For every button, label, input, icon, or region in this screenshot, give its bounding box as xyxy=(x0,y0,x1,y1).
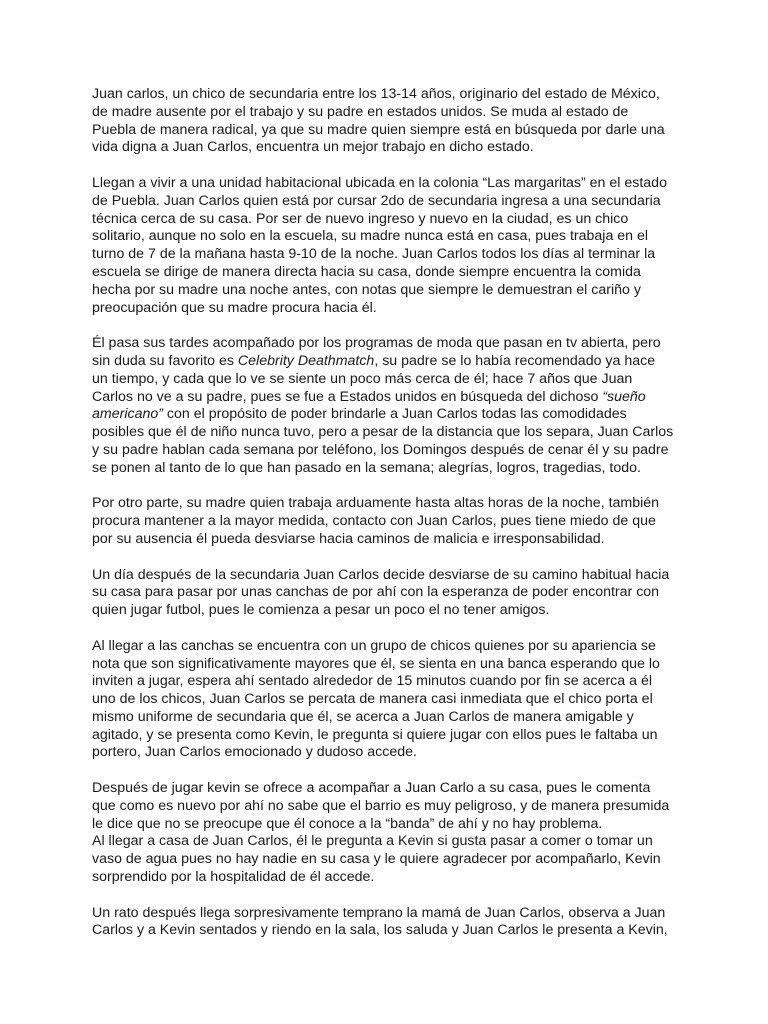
paragraph-3-text-b: , su padre se lo había recomendado ya hace un tiempo, y cada que lo ve se siente un poco más cerca de él; hace 7 años que Juan Carlos no ve a su padre, pues se fue a Estados unidos en búsqueda del dichoso xyxy=(92,352,656,405)
paragraph-8: Un rato después llega sorpresivamente temprano la mamá de Juan Carlos, observa a Juan Carlos y a Kevin sentados y riendo en la sala, los saluda y Juan Carlos le presenta a Kevin, xyxy=(92,904,668,939)
paragraph-2: Llegan a vivir a una unidad habitacional ubicada en la colonia “Las margaritas” en el estado de Puebla. Juan Carlos quien está por cursar 2do de secundaria ingresa a una secundaria técnica cerca de su casa. Por ser de nuevo ingreso y nuevo en la ciudad, es un chico solitario, aunque no solo en la escuela, su madre nunca está en casa, pues trabaja en el turno de 7 de la mañana hasta 9-10 de la noche. Juan Carlos todos los días al terminar la escuela se dirige de manera directa hacia su casa, donde siempre encuentra la comida hecha por su madre una noche antes, con notas que siempre le demuestran el cariño y preocupación que su madre procura hacia él. xyxy=(92,174,667,316)
paragraph-1: Juan carlos, un chico de secundaria entre los 13-14 años, originario del estado de México, de madre ausente por el trabajo y su padre en estados unidos. Se muda al estado de Puebla de manera radical, ya que su madre quien siempre está en búsqueda por darle una vida digna a Juan Carlos, encuentra un mejor trabajo en dicho estado. xyxy=(92,86,665,156)
paragraph-3-text-a: Él pasa sus tardes acompañado por los programas de moda que pasan en tv abierta, pero sin duda su favorito es xyxy=(92,335,661,369)
paragraph-7: Después de jugar kevin se ofrece a acompañar a Juan Carlo a su casa, pues le comenta que como es nuevo por ahí no sabe que el barrio es muy peligroso, y de manera presumida le dice que no se preocupe que él conoce a la “banda” de ahí y no hay problema. Al llegar a casa de Juan Carlos, él le pregunta a Kevin si gusta pasar a comer o tomar un vaso de agua pues no hay nadie en su casa y le quiere agradecer por acompañarlo, Kevin sorprendido por la hospitalidad de él accede. xyxy=(92,780,670,886)
document-body xyxy=(92,86,678,958)
paragraph-3-italic-title: Celebrity Deathmatch xyxy=(237,352,375,369)
paragraph-6: Al llegar a las canchas se encuentra con un grupo de chicos quienes por su apariencia se nota que son significativamente mayores que él, se sienta en una banca esperando que lo inviten a jugar, espera ahí sentado alrededor de 15 minutos cuando por fin se acerca a él uno de los chicos, Juan Carlos se percata de manera casi inmediata que el chico porta el mismo uniforme de secundaria que él, se acerca a Juan Carlos de manera amigable y agitado, y se presenta como Kevin, le pregunta si quiere jugar con ellos pues le faltaba un portero, Juan Carlos emocionado y dudoso accede. xyxy=(92,637,660,761)
paragraph-4: Por otro parte, su madre quien trabaja arduamente hasta altas horas de la noche, también procura mantener a la mayor medida, contacto con Juan Carlos, pues tiene miedo de que por su ausencia él pueda desviarse hacia caminos de malicia e irresponsabilidad. xyxy=(92,495,660,547)
paragraph-3 xyxy=(92,335,678,477)
paragraph-5: Un día después de la secundaria Juan Carlos decide desviarse de su camino habitual hacia su casa para pasar por unas canchas de por ahí con la esperanza de poder encontrar con quien jugar futbol, pues le comienza a pesar un poco el no tener amigos. xyxy=(92,566,670,619)
paragraph-3-text-c: con el propósito de poder brindarle a Juan Carlos todas las comodidades posibles que él de niño nunca tuvo, pero a pesar de la distancia que los separa, Juan Carlos y su padre hablan cada semana por teléfono, los Domingos después de cenar él y su padre se ponen al tanto de lo que han pasado en la semana; alegrías, logros, tragedias, todo. xyxy=(92,406,674,476)
paragraph-3-italic-phrase: “sueño americano” xyxy=(92,388,646,423)
